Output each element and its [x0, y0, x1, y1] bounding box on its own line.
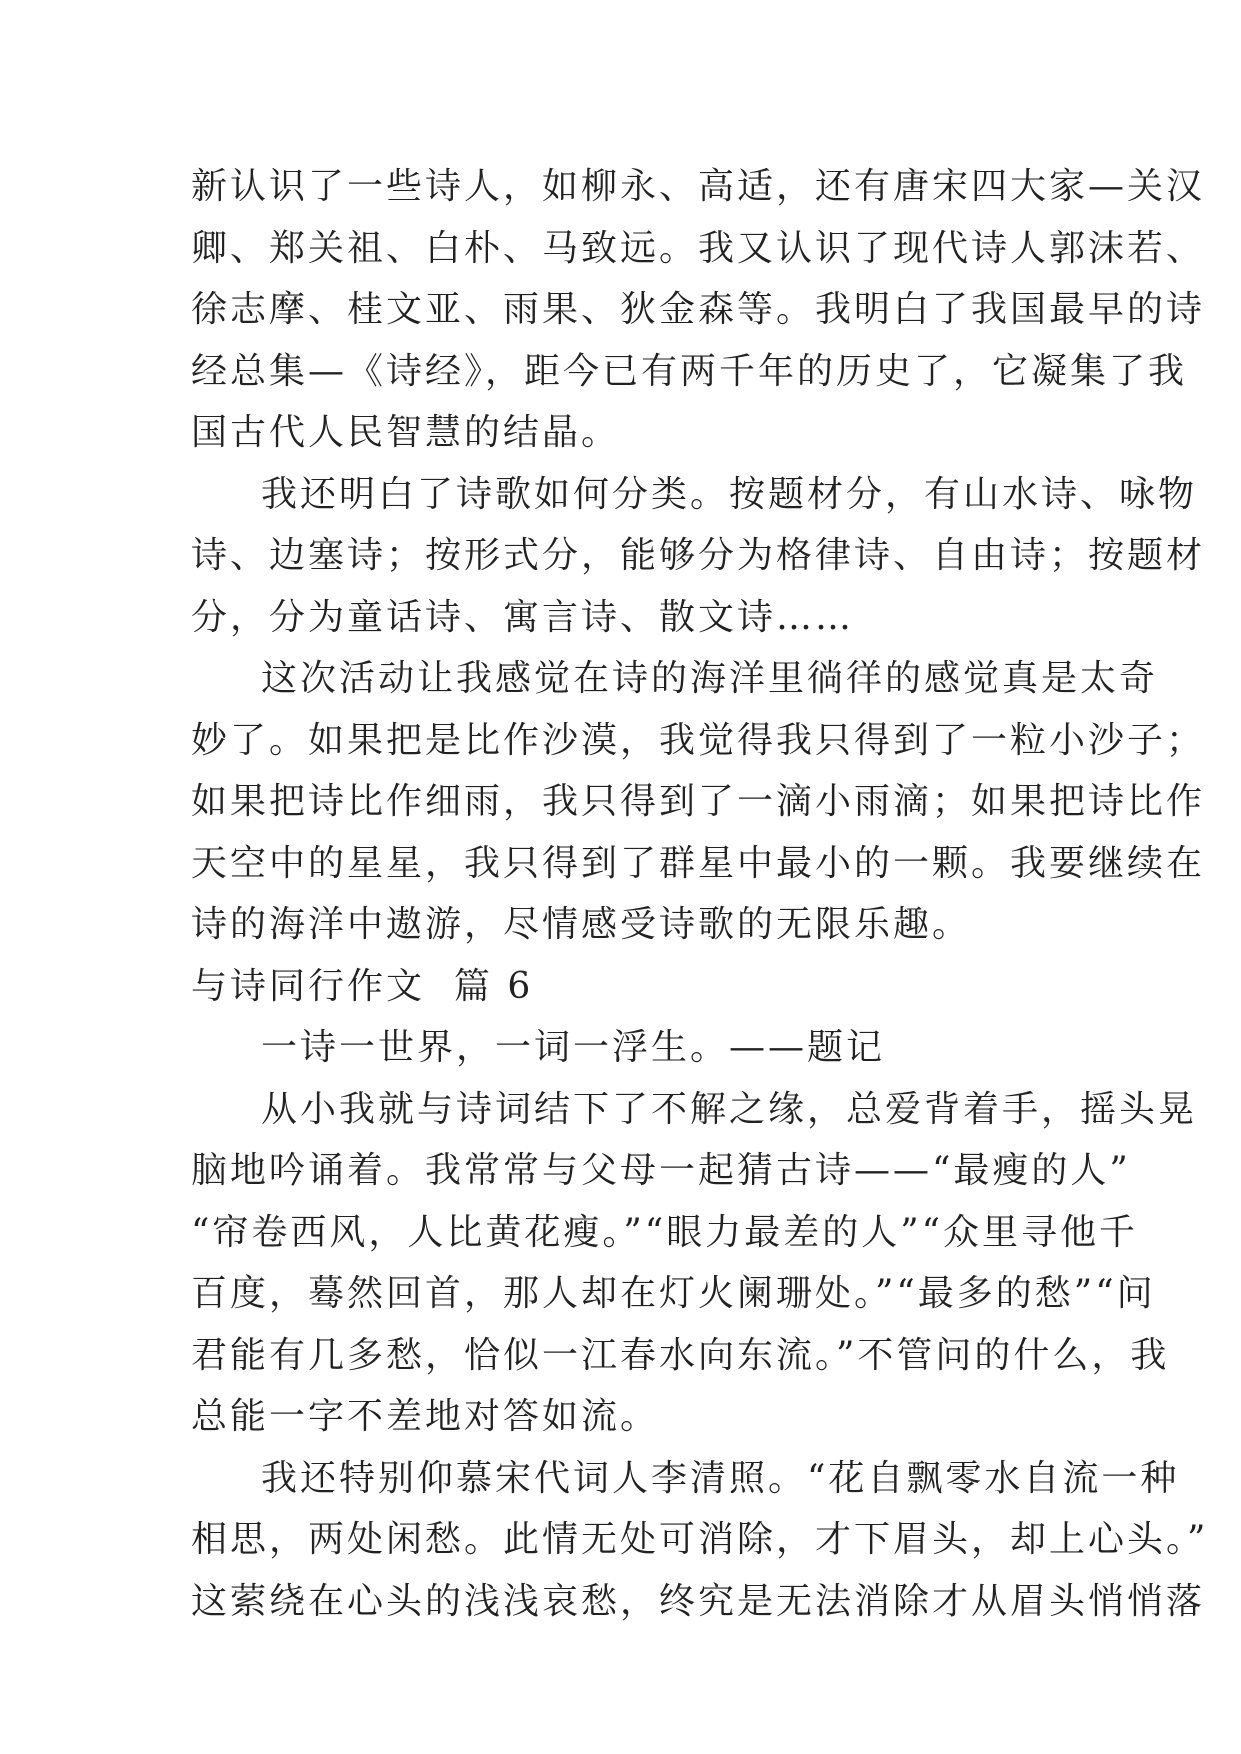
text-line: 百度，蓦然回首，那人却在灯火阑珊处。”“最多的愁”“问 — [191, 1273, 1156, 1314]
paragraph — [191, 1079, 1198, 1448]
text-line: 卿、郑关祖、白朴、马致远。我又认识了现代诗人郭沫若、 — [191, 227, 1206, 269]
text-line: 相思，两处闲愁。此情无处可消除，才下眉头，却上心头。” — [191, 1519, 1209, 1560]
paragraph — [191, 464, 1206, 649]
paragraph — [191, 1448, 1209, 1633]
section-heading: 与诗同行作文 篇 6 — [191, 965, 534, 1007]
text-line: 妙了。如果把是比作沙漠，我觉得我只得到了一粒小沙子； — [191, 719, 1206, 761]
text-line: 君能有几多愁，恰似一江春水向东流。”不管问的什么，我 — [191, 1334, 1170, 1376]
text-line: 总能一字不差地对答如流。 — [191, 1396, 660, 1437]
text-line: 这萦绕在心头的浅浅哀愁，终究是无法消除才从眉头悄悄落 — [191, 1580, 1206, 1622]
text-line: 分，分为童话诗、寓言诗、散文诗…… — [191, 596, 855, 638]
text-line: 徐志摩、桂文亚、雨果、狄金森等。我明白了我国最早的诗 — [191, 289, 1206, 330]
paragraph — [191, 156, 1206, 464]
paragraph — [191, 648, 1206, 956]
text-line: 这次活动让我感觉在诗的海洋里徜徉的感觉真是太奇 — [261, 658, 1159, 699]
text-line: 从小我就与诗词结下了不解之缘，总爱背着手，摇头晃 — [261, 1088, 1198, 1130]
text-line: 脑地吟诵着。我常常与父母一起猜古诗——“最瘦的人” — [191, 1150, 1131, 1191]
text-line: 诗、边塞诗；按形式分，能够分为格律诗、自由诗；按题材 — [191, 535, 1206, 576]
text-line: 国古代人民智慧的结晶。 — [191, 412, 621, 453]
text-line: “帘卷西风，人比黄花瘦。”“眼力最差的人”“众里寻他千 — [191, 1211, 1139, 1253]
text-line: 新认识了一些诗人，如柳永、高适，还有唐宋四大家—关汉 — [191, 166, 1206, 207]
document-body — [191, 156, 1209, 1632]
text-line: 我还特别仰慕宋代词人李清照。“花自飘零水自流一种 — [261, 1457, 1180, 1499]
text-line: 经总集—《诗经》，距今已有两千年的历史了，它凝集了我 — [191, 350, 1188, 392]
text-line: 诗的海洋中遨游，尽情感受诗歌的无限乐趣。 — [191, 904, 972, 945]
text-line: 我还明白了诗歌如何分类。按题材分，有山水诗、咏物 — [261, 473, 1198, 515]
text-line: 天空中的星星，我只得到了群星中最小的一颗。我要继续在 — [191, 842, 1206, 884]
text-line: 如果把诗比作细雨，我只得到了一滴小雨滴；如果把诗比作 — [191, 781, 1206, 822]
epigraph: 一诗一世界，一词一浮生。——题记 — [261, 1027, 886, 1068]
